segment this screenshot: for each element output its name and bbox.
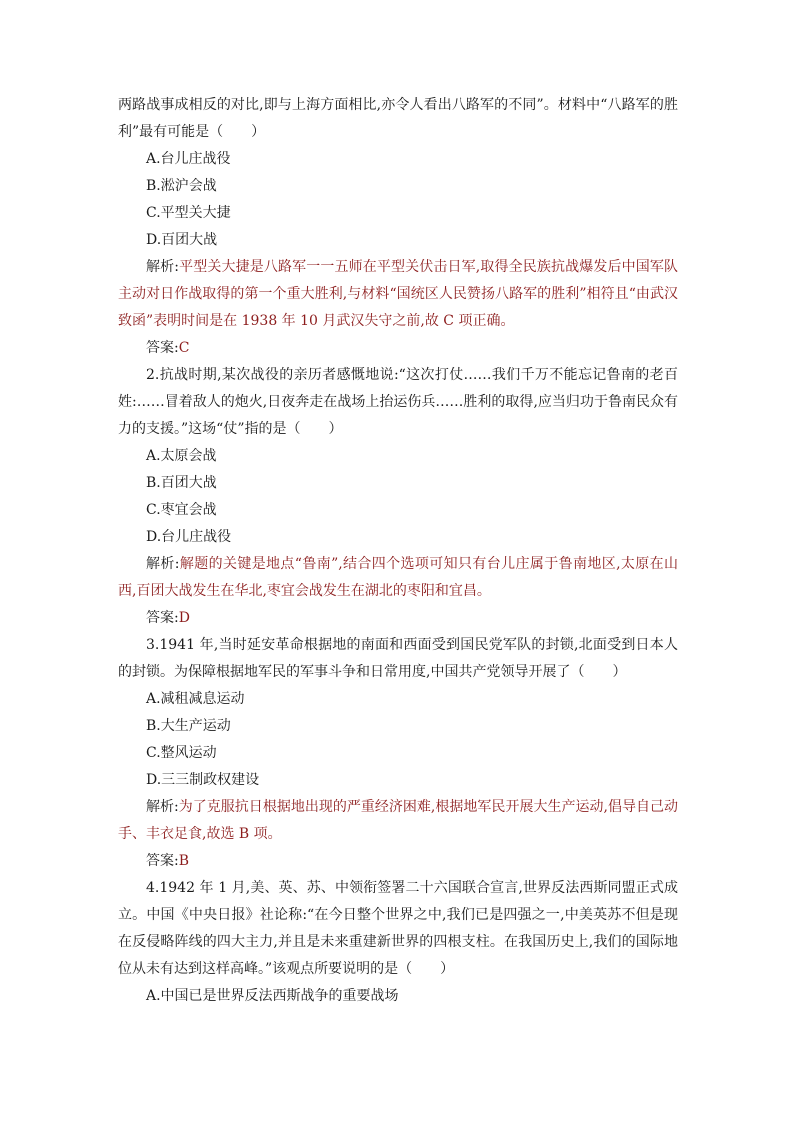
q3-analysis-text: 为了克服抗日根据地出现的严重经济困难,根据地军民开展大生产运动,倡导自己动手、丰衣足食,故选 B 项。 (118, 799, 679, 842)
q1-option-c: C.平型关大捷 (146, 205, 231, 221)
q1-answer (118, 335, 678, 362)
q3-option-b: B.大生产运动 (146, 718, 231, 734)
q2-answer (118, 605, 678, 632)
q2-analysis-text: 解题的关键是地点“鲁南”,结合四个选项可知只有台儿庄属于鲁南地区,太原在山西,百团大战发生在华北,枣宜会战发生在湖北的枣阳和宜昌。 (118, 556, 679, 599)
q2-analysis-label: 解析: (146, 556, 180, 572)
q3-answer-label: 答案: (146, 853, 179, 869)
q2-option-c: C.枣宜会战 (146, 502, 217, 518)
q3-answer-value: B (178, 853, 190, 869)
q4-stem: 4.1942 年 1 月,美、英、苏、中领衔签署二十六国联合宣言,世界反法西斯同盟正式成立。中国《中央日报》社论称:“在今日整个世界之中,我们已是四强之一,中美英苏不但是现在反侵略阵线的四大主力,并且是未来重建新世界的四根支柱。在我国历史上,我们的国际地位从未有达到这样高峰。”该观点所要说明的是（ ） (118, 880, 678, 977)
q2-answer-label: 答案: (146, 610, 179, 626)
q3-answer (118, 848, 678, 875)
q1-stem: 两路战事成相反的对比,即与上海方面相比,亦令人看出八路军的不同”。材料中“八路军的胜利”最有可能是（ ） (118, 97, 678, 140)
q1-analysis (118, 254, 678, 335)
q1-option-d: D.百团大战 (146, 232, 218, 248)
q3-stem: 3.1941 年,当时延安革命根据地的南面和西面受到国民党军队的封锁,北面受到日本人的封锁。为保障根据地军民的军事斗争和日常用度,中国共产党领导开展了（ ） (118, 637, 678, 680)
q2-option-a: A.太原会战 (146, 448, 217, 464)
q2-option-d: D.台儿庄战役 (146, 529, 232, 545)
q1-answer-value: C (178, 340, 190, 356)
q1-option-a: A.台儿庄战役 (146, 151, 231, 167)
q2-stem: 2.抗战时期,某次战役的亲历者感慨地说:“这次打仗……我们千万不能忘记鲁南的老百姓:……冒着敌人的炮火,日夜奔走在战场上抬运伤兵……胜利的取得,应当归功于鲁南民众有力的支援。”这场“仗”指的是（ ） (118, 367, 678, 437)
q3-analysis (118, 794, 678, 848)
q1-option-b: B.淞沪会战 (146, 178, 217, 194)
q3-option-a: A.减租减息运动 (146, 691, 245, 707)
q1-answer-label: 答案: (146, 340, 179, 356)
q2-analysis (118, 551, 678, 605)
question-list (118, 92, 678, 1010)
q2-answer-value: D (178, 610, 190, 626)
q3-analysis-label: 解析: (146, 799, 179, 815)
q2-option-b: B.百团大战 (146, 475, 217, 491)
q1-analysis-label: 解析: (146, 259, 179, 275)
q4-option-a: A.中国已是世界反法西斯战争的重要战场 (146, 988, 399, 1004)
q3-option-d: D.三三制政权建设 (146, 772, 260, 788)
q3-option-c: C.整风运动 (146, 745, 217, 761)
q1-analysis-text: 平型关大捷是八路军一一五师在平型关伏击日军,取得全民族抗战爆发后中国军队主动对日作战取得的第一个重大胜利,与材料“国统区人民赞扬八路军的胜利”相符且“由武汉致函”表明时间是在 1938 年 10 月武汉失守之前,故 C 项正确。 (118, 259, 679, 329)
